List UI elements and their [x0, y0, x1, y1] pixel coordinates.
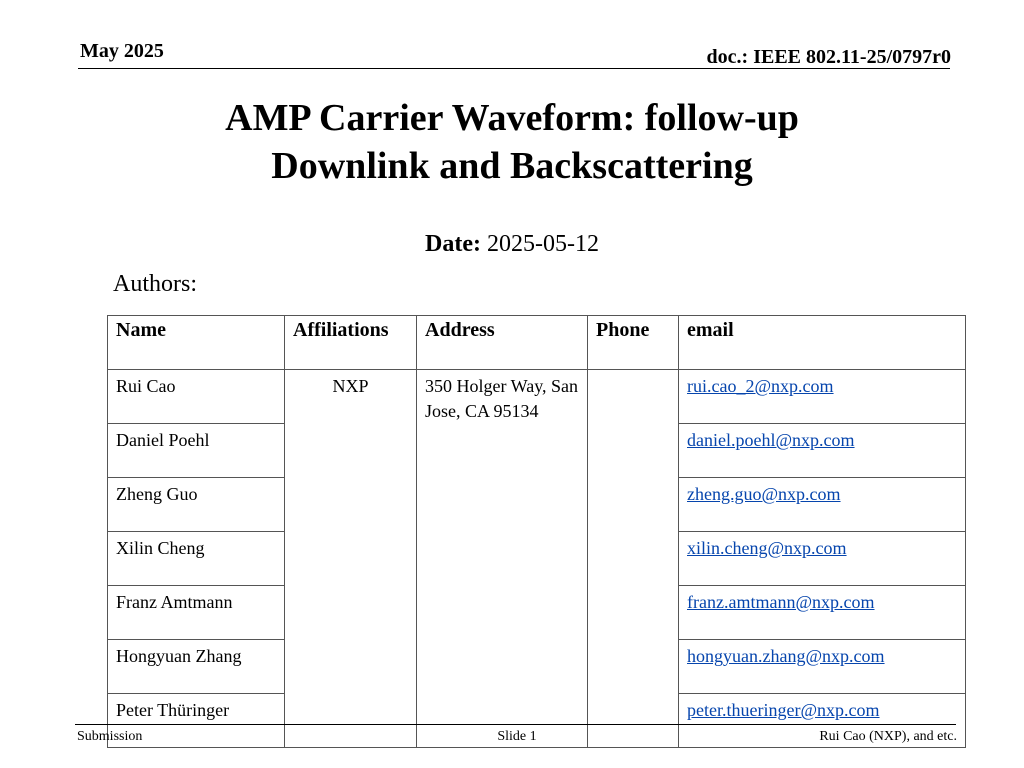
author-name: Daniel Poehl — [108, 424, 285, 478]
date-line — [0, 231, 1024, 258]
table-row — [108, 370, 966, 424]
author-name: Xilin Cheng — [108, 532, 285, 586]
author-email-link[interactable]: peter.thueringer@nxp.com — [687, 700, 880, 720]
footer-authors: Rui Cao (NXP), and etc. — [819, 729, 957, 744]
authors-table — [107, 315, 966, 748]
slide-title — [0, 94, 1024, 190]
phone-cell — [588, 370, 679, 748]
affiliation-cell: NXP — [285, 370, 417, 748]
author-name: Zheng Guo — [108, 478, 285, 532]
header-doc-id: doc.: IEEE 802.11-25/0797r0 — [706, 46, 951, 68]
column-header-email: email — [679, 316, 966, 370]
author-name: Peter Thüringer — [108, 694, 285, 748]
author-email-cell — [679, 424, 966, 478]
author-email-link[interactable]: franz.amtmann@nxp.com — [687, 592, 875, 612]
slide-title-line-2: Downlink and Backscattering — [271, 145, 753, 187]
author-name: Franz Amtmann — [108, 586, 285, 640]
author-email-cell — [679, 586, 966, 640]
column-header-affiliations: Affiliations — [285, 316, 417, 370]
author-email-link[interactable]: zheng.guo@nxp.com — [687, 484, 841, 504]
column-header-address: Address — [417, 316, 588, 370]
author-email-cell — [679, 640, 966, 694]
header-date: May 2025 — [80, 40, 164, 62]
author-email-link[interactable]: daniel.poehl@nxp.com — [687, 430, 855, 450]
address-cell: 350 Holger Way, San Jose, CA 95134 — [417, 370, 588, 748]
author-email-cell — [679, 370, 966, 424]
author-email-cell — [679, 478, 966, 532]
header-divider — [78, 68, 950, 69]
table-header-row — [108, 316, 966, 370]
footer-submission: Submission — [77, 729, 143, 744]
authors-label: Authors: — [113, 271, 197, 297]
author-email-link[interactable]: rui.cao_2@nxp.com — [687, 376, 834, 396]
column-header-name: Name — [108, 316, 285, 370]
footer-slide-number: Slide 1 — [497, 729, 537, 744]
date-value: 2025-05-12 — [486, 231, 599, 257]
date-label: Date: — [425, 231, 481, 257]
footer-divider — [75, 724, 956, 725]
slide-title-line-1: AMP Carrier Waveform: follow-up — [225, 97, 799, 139]
column-header-phone: Phone — [588, 316, 679, 370]
author-email-link[interactable]: xilin.cheng@nxp.com — [687, 538, 847, 558]
author-name: Hongyuan Zhang — [108, 640, 285, 694]
author-email-cell — [679, 532, 966, 586]
author-email-link[interactable]: hongyuan.zhang@nxp.com — [687, 646, 885, 666]
author-name: Rui Cao — [108, 370, 285, 424]
